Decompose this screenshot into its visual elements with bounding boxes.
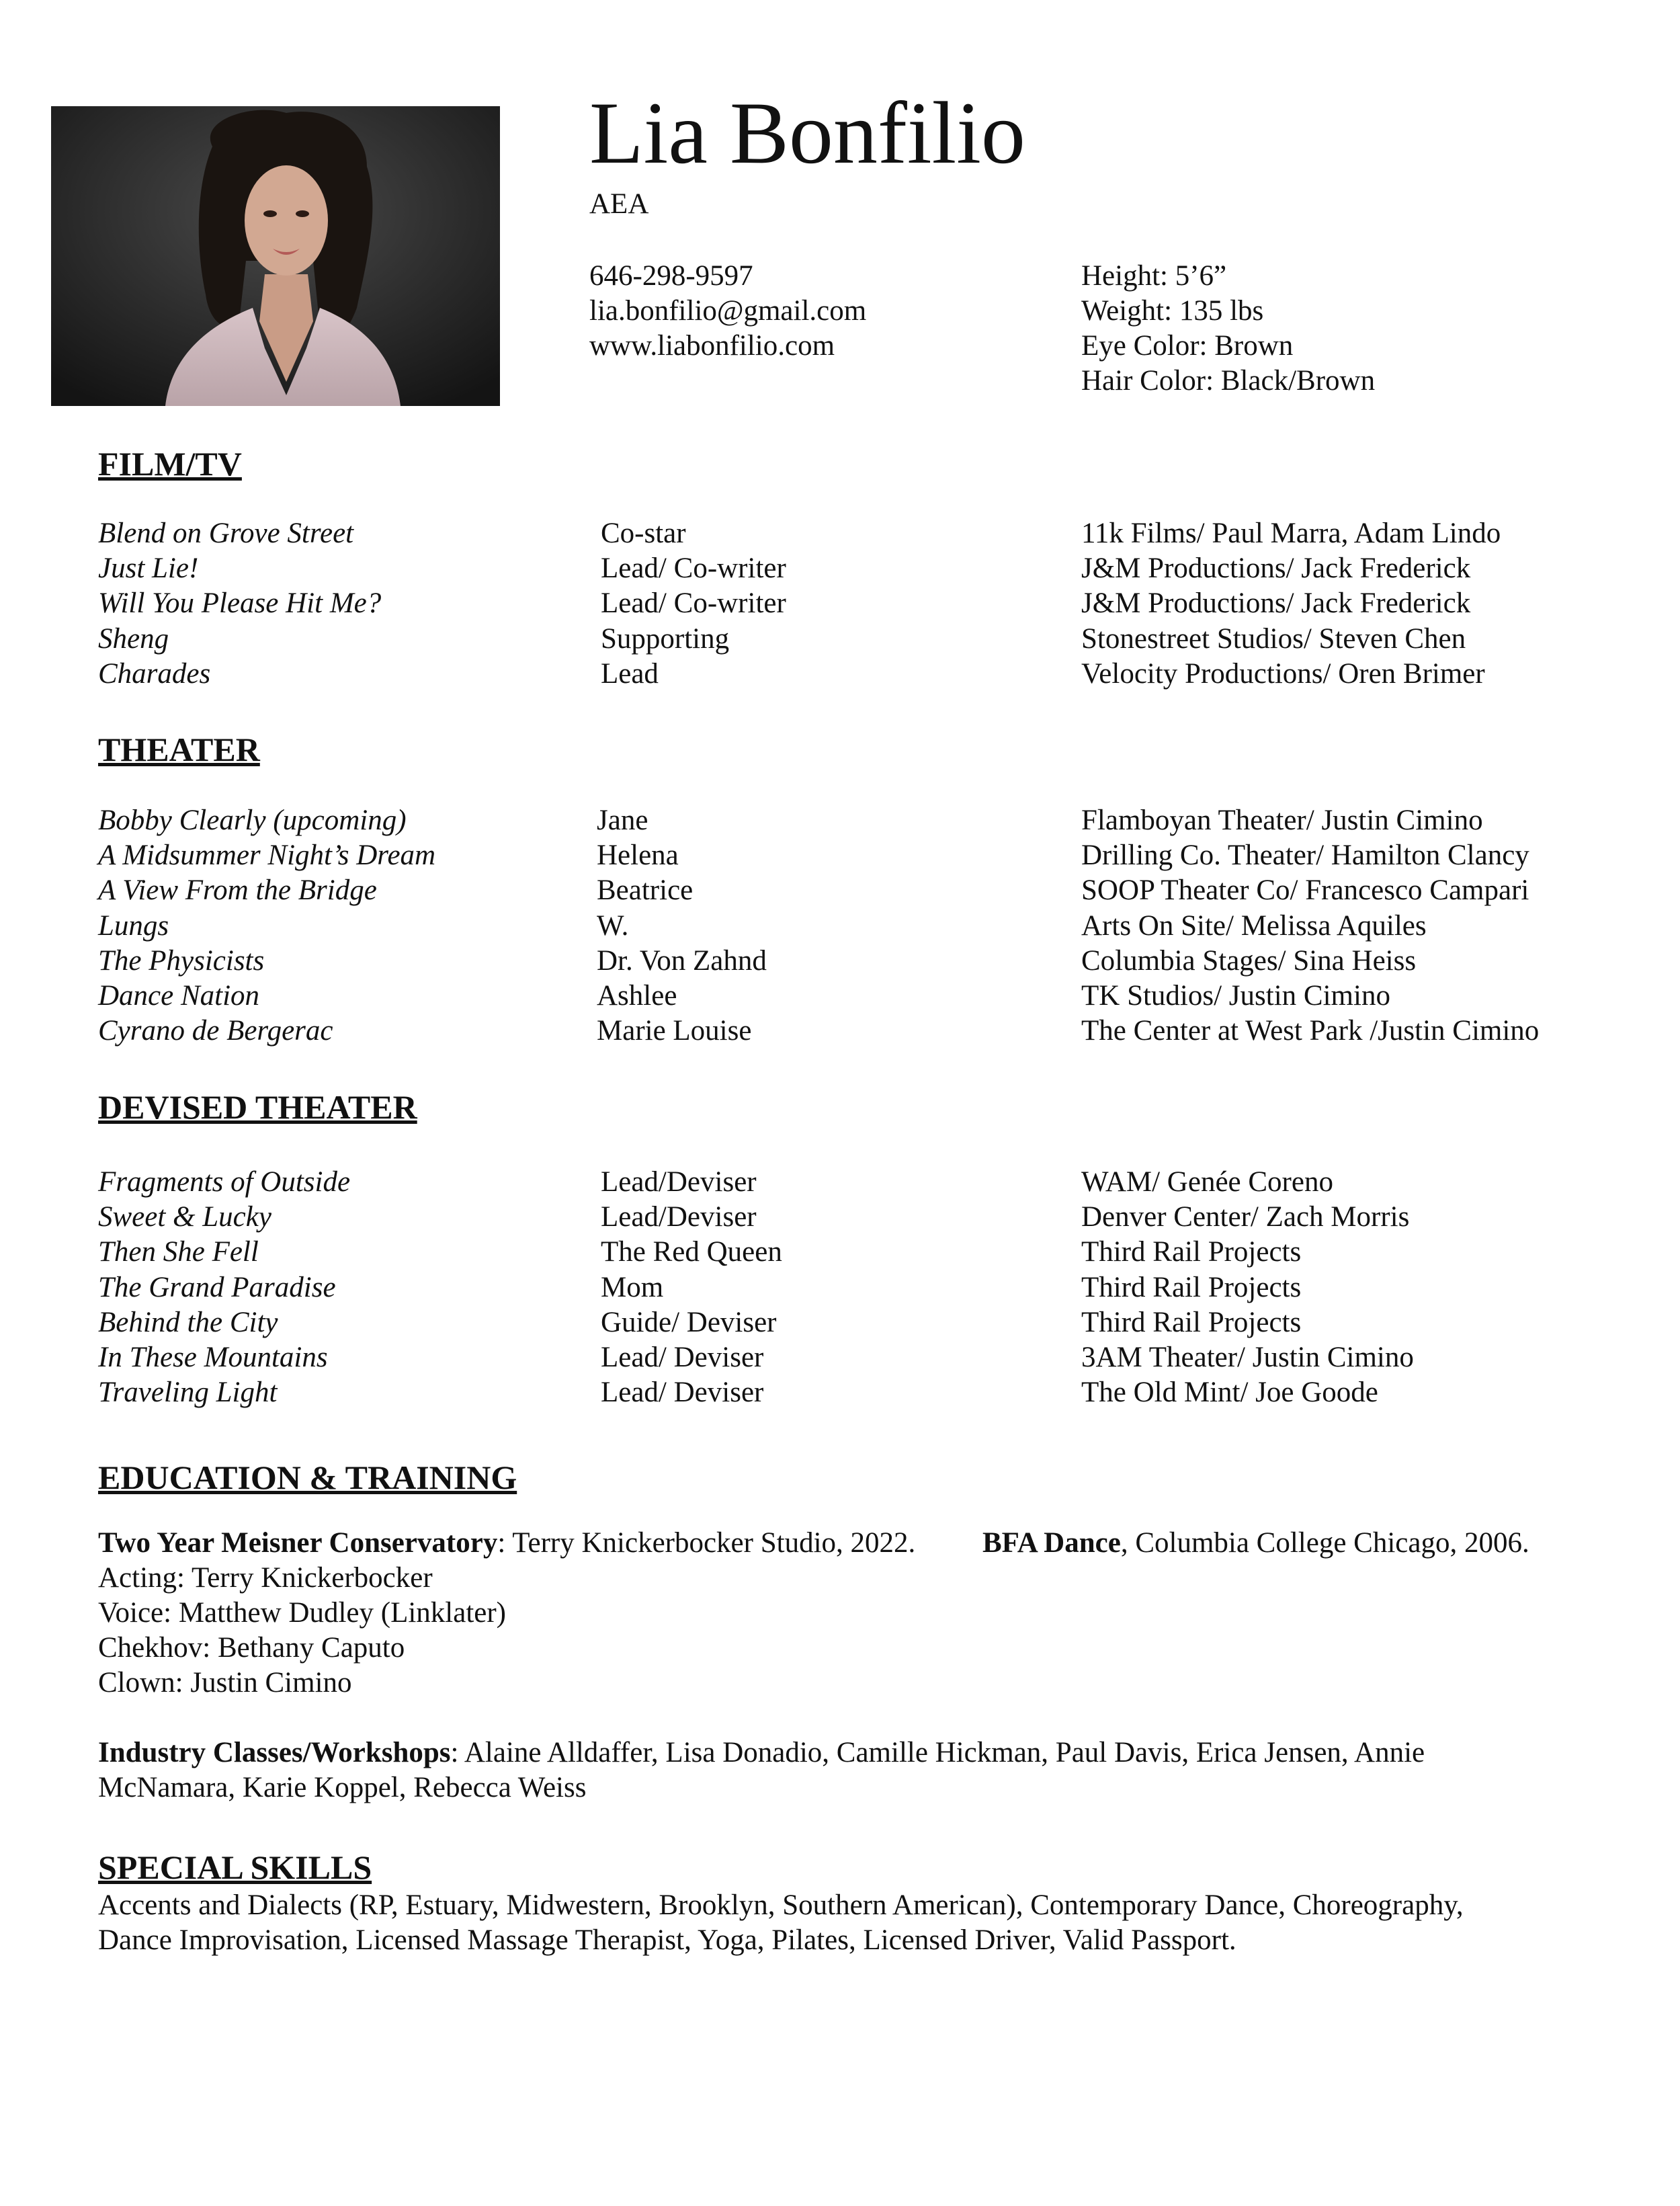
- credit-row: [0, 1235, 1680, 1270]
- credit-title: In These Mountains: [98, 1341, 328, 1373]
- credit-company: The Old Mint/ Joe Goode: [1081, 1377, 1378, 1409]
- credit-title: Then She Fell: [98, 1236, 259, 1268]
- credit-title: Sweet & Lucky: [98, 1201, 271, 1233]
- credit-company: Third Rail Projects: [1081, 1306, 1302, 1338]
- credit-role: Lead/ Deviser: [601, 1341, 764, 1373]
- credit-title: Dance Nation: [98, 979, 260, 1012]
- union-affiliation: AEA: [589, 188, 649, 220]
- credit-role: Jane: [597, 805, 648, 836]
- credit-role: W.: [597, 909, 629, 942]
- industry-classes: [98, 1735, 1425, 1805]
- industry-line-continued: McNamara, Karie Koppel, Rebecca Weiss: [98, 1772, 587, 1803]
- headshot-photo: [51, 106, 500, 406]
- credit-row: [0, 1270, 1680, 1305]
- meisner-detail: : Terry Knickerbocker Studio, 2022.: [497, 1527, 916, 1559]
- education-heading: EDUCATION & TRAINING: [98, 1459, 517, 1496]
- email-address: lia.bonfilio@gmail.com: [589, 295, 867, 327]
- devised-theater-heading: DEVISED THEATER: [98, 1088, 417, 1126]
- credit-role: Beatrice: [597, 874, 694, 907]
- credit-company: J&M Productions/ Jack Frederick: [1081, 553, 1471, 585]
- credit-role: Dr. Von Zahnd: [597, 944, 767, 977]
- theater-heading: THEATER: [98, 731, 260, 768]
- bfa-detail: , Columbia College Chicago, 2006.: [1120, 1527, 1529, 1559]
- industry-label: Industry Classes/Workshops: [98, 1737, 451, 1768]
- credit-row: [0, 586, 1680, 621]
- credit-title: A View From the Bridge: [98, 874, 377, 907]
- website-url: www.liabonfilio.com: [589, 330, 835, 362]
- credit-row: [0, 909, 1680, 944]
- credit-company: Flamboyan Theater/ Justin Cimino: [1081, 805, 1483, 836]
- credit-company: Third Rail Projects: [1081, 1236, 1302, 1268]
- meisner-label: Two Year Meisner Conservatory: [98, 1527, 498, 1559]
- height-stat: Height: 5’6”: [1081, 260, 1227, 292]
- credit-company: Stonestreet Studios/ Steven Chen: [1081, 622, 1466, 655]
- credit-role: The Red Queen: [601, 1236, 782, 1268]
- credit-title: Just Lie!: [98, 553, 199, 585]
- credit-role: Supporting: [601, 622, 730, 655]
- industry-names: : Alaine Alldaffer, Lisa Donadio, Camille Hickman, Paul Davis, Erica Jensen, Annie: [450, 1737, 1425, 1768]
- teacher-line: Acting: Terry Knickerbocker: [98, 1562, 433, 1594]
- special-skills-heading: SPECIAL SKILLS: [98, 1848, 372, 1886]
- credit-role: Mom: [601, 1271, 664, 1303]
- teacher-line: Chekhov: Bethany Caputo: [98, 1632, 405, 1664]
- devised-theater-credits: [0, 1165, 1680, 1410]
- credit-title: Traveling Light: [98, 1377, 278, 1409]
- industry-line: [98, 1735, 1425, 1770]
- credit-company: 3AM Theater/ Justin Cimino: [1081, 1341, 1414, 1373]
- meisner-line: [98, 1526, 915, 1561]
- credit-company: Drilling Co. Theater/ Hamilton Clancy: [1081, 840, 1529, 872]
- credit-role: Marie Louise: [597, 1015, 752, 1047]
- credit-company: J&M Productions/ Jack Frederick: [1081, 587, 1471, 620]
- special-skills-text: [98, 1888, 1464, 1958]
- bfa-line: [982, 1526, 1529, 1561]
- credit-row: [0, 873, 1680, 908]
- credit-row: [0, 1340, 1680, 1375]
- education-block: [98, 1526, 915, 1701]
- credit-title: The Physicists: [98, 944, 265, 977]
- contact-info: [589, 259, 866, 364]
- credit-title: Cyrano de Bergerac: [98, 1015, 333, 1047]
- credit-row: [0, 838, 1680, 873]
- credit-title: Will You Please Hit Me?: [98, 587, 382, 620]
- credit-role: Lead/ Deviser: [601, 1377, 764, 1409]
- credit-company: Columbia Stages/ Sina Heiss: [1081, 944, 1417, 977]
- hair-color-stat: Hair Color: Black/Brown: [1081, 365, 1376, 397]
- theater-credits: [0, 803, 1680, 1049]
- film-tv-heading: FILM/TV: [98, 445, 242, 483]
- credit-title: Blend on Grove Street: [98, 518, 354, 549]
- credit-company: Denver Center/ Zach Morris: [1081, 1201, 1410, 1233]
- credit-role: Lead: [601, 657, 659, 690]
- credit-role: Helena: [597, 840, 679, 872]
- credit-company: Third Rail Projects: [1081, 1271, 1302, 1303]
- credit-company: Arts On Site/ Melissa Aquiles: [1081, 909, 1427, 942]
- credit-title: Fragments of Outside: [98, 1166, 351, 1198]
- credit-row: [0, 1165, 1680, 1200]
- credit-row: [0, 657, 1680, 692]
- bfa-label: BFA Dance: [982, 1527, 1121, 1559]
- credit-role: Ashlee: [597, 979, 677, 1012]
- film-tv-credits: [0, 516, 1680, 692]
- headshot-illustration: [51, 106, 500, 406]
- actor-name: Lia Bonfilio: [589, 83, 1025, 182]
- credit-row: [0, 516, 1680, 551]
- credit-row: [0, 944, 1680, 979]
- credit-title: Charades: [98, 657, 211, 690]
- credit-row: [0, 803, 1680, 838]
- credit-company: TK Studios/ Justin Cimino: [1081, 979, 1390, 1012]
- credit-role: Lead/ Co-writer: [601, 587, 786, 620]
- credit-company: SOOP Theater Co/ Francesco Campari: [1081, 874, 1529, 907]
- credit-row: [0, 1200, 1680, 1235]
- credit-row: [0, 979, 1680, 1014]
- credit-role: Guide/ Deviser: [601, 1306, 777, 1338]
- credit-role: Co-star: [601, 518, 686, 549]
- weight-stat: Weight: 135 lbs: [1081, 295, 1264, 327]
- skills-line: Accents and Dialects (RP, Estuary, Midwestern, Brooklyn, Southern American), Contemporary Dance, Choreography,: [98, 1889, 1464, 1921]
- credit-role: Lead/Deviser: [601, 1166, 757, 1198]
- credit-title: A Midsummer Night’s Dream: [98, 840, 436, 872]
- physical-stats: [1081, 259, 1375, 399]
- credit-title: Lungs: [98, 909, 169, 942]
- credit-row: [0, 622, 1680, 657]
- credit-title: The Grand Paradise: [98, 1271, 336, 1303]
- credit-title: Bobby Clearly (upcoming): [98, 805, 407, 836]
- teacher-line: Voice: Matthew Dudley (Linklater): [98, 1597, 506, 1629]
- credit-role: Lead/Deviser: [601, 1201, 757, 1233]
- credit-title: Sheng: [98, 622, 169, 655]
- credit-company: The Center at West Park /Justin Cimino: [1081, 1015, 1540, 1047]
- credit-company: 11k Films/ Paul Marra, Adam Lindo: [1081, 518, 1501, 549]
- eye-color-stat: Eye Color: Brown: [1081, 330, 1294, 362]
- phone-number: 646-298-9597: [589, 260, 753, 292]
- skills-line: Dance Improvisation, Licensed Massage Therapist, Yoga, Pilates, Licensed Driver, Valid Passport.: [98, 1924, 1236, 1956]
- credit-company: Velocity Productions/ Oren Brimer: [1081, 657, 1485, 690]
- credit-row: [0, 1014, 1680, 1049]
- credit-row: [0, 1305, 1680, 1340]
- credit-company: WAM/ Genée Coreno: [1081, 1166, 1333, 1198]
- credit-row: [0, 551, 1680, 586]
- credit-row: [0, 1375, 1680, 1410]
- credit-title: Behind the City: [98, 1306, 278, 1338]
- teacher-line: Clown: Justin Cimino: [98, 1667, 352, 1699]
- credit-role: Lead/ Co-writer: [601, 553, 786, 585]
